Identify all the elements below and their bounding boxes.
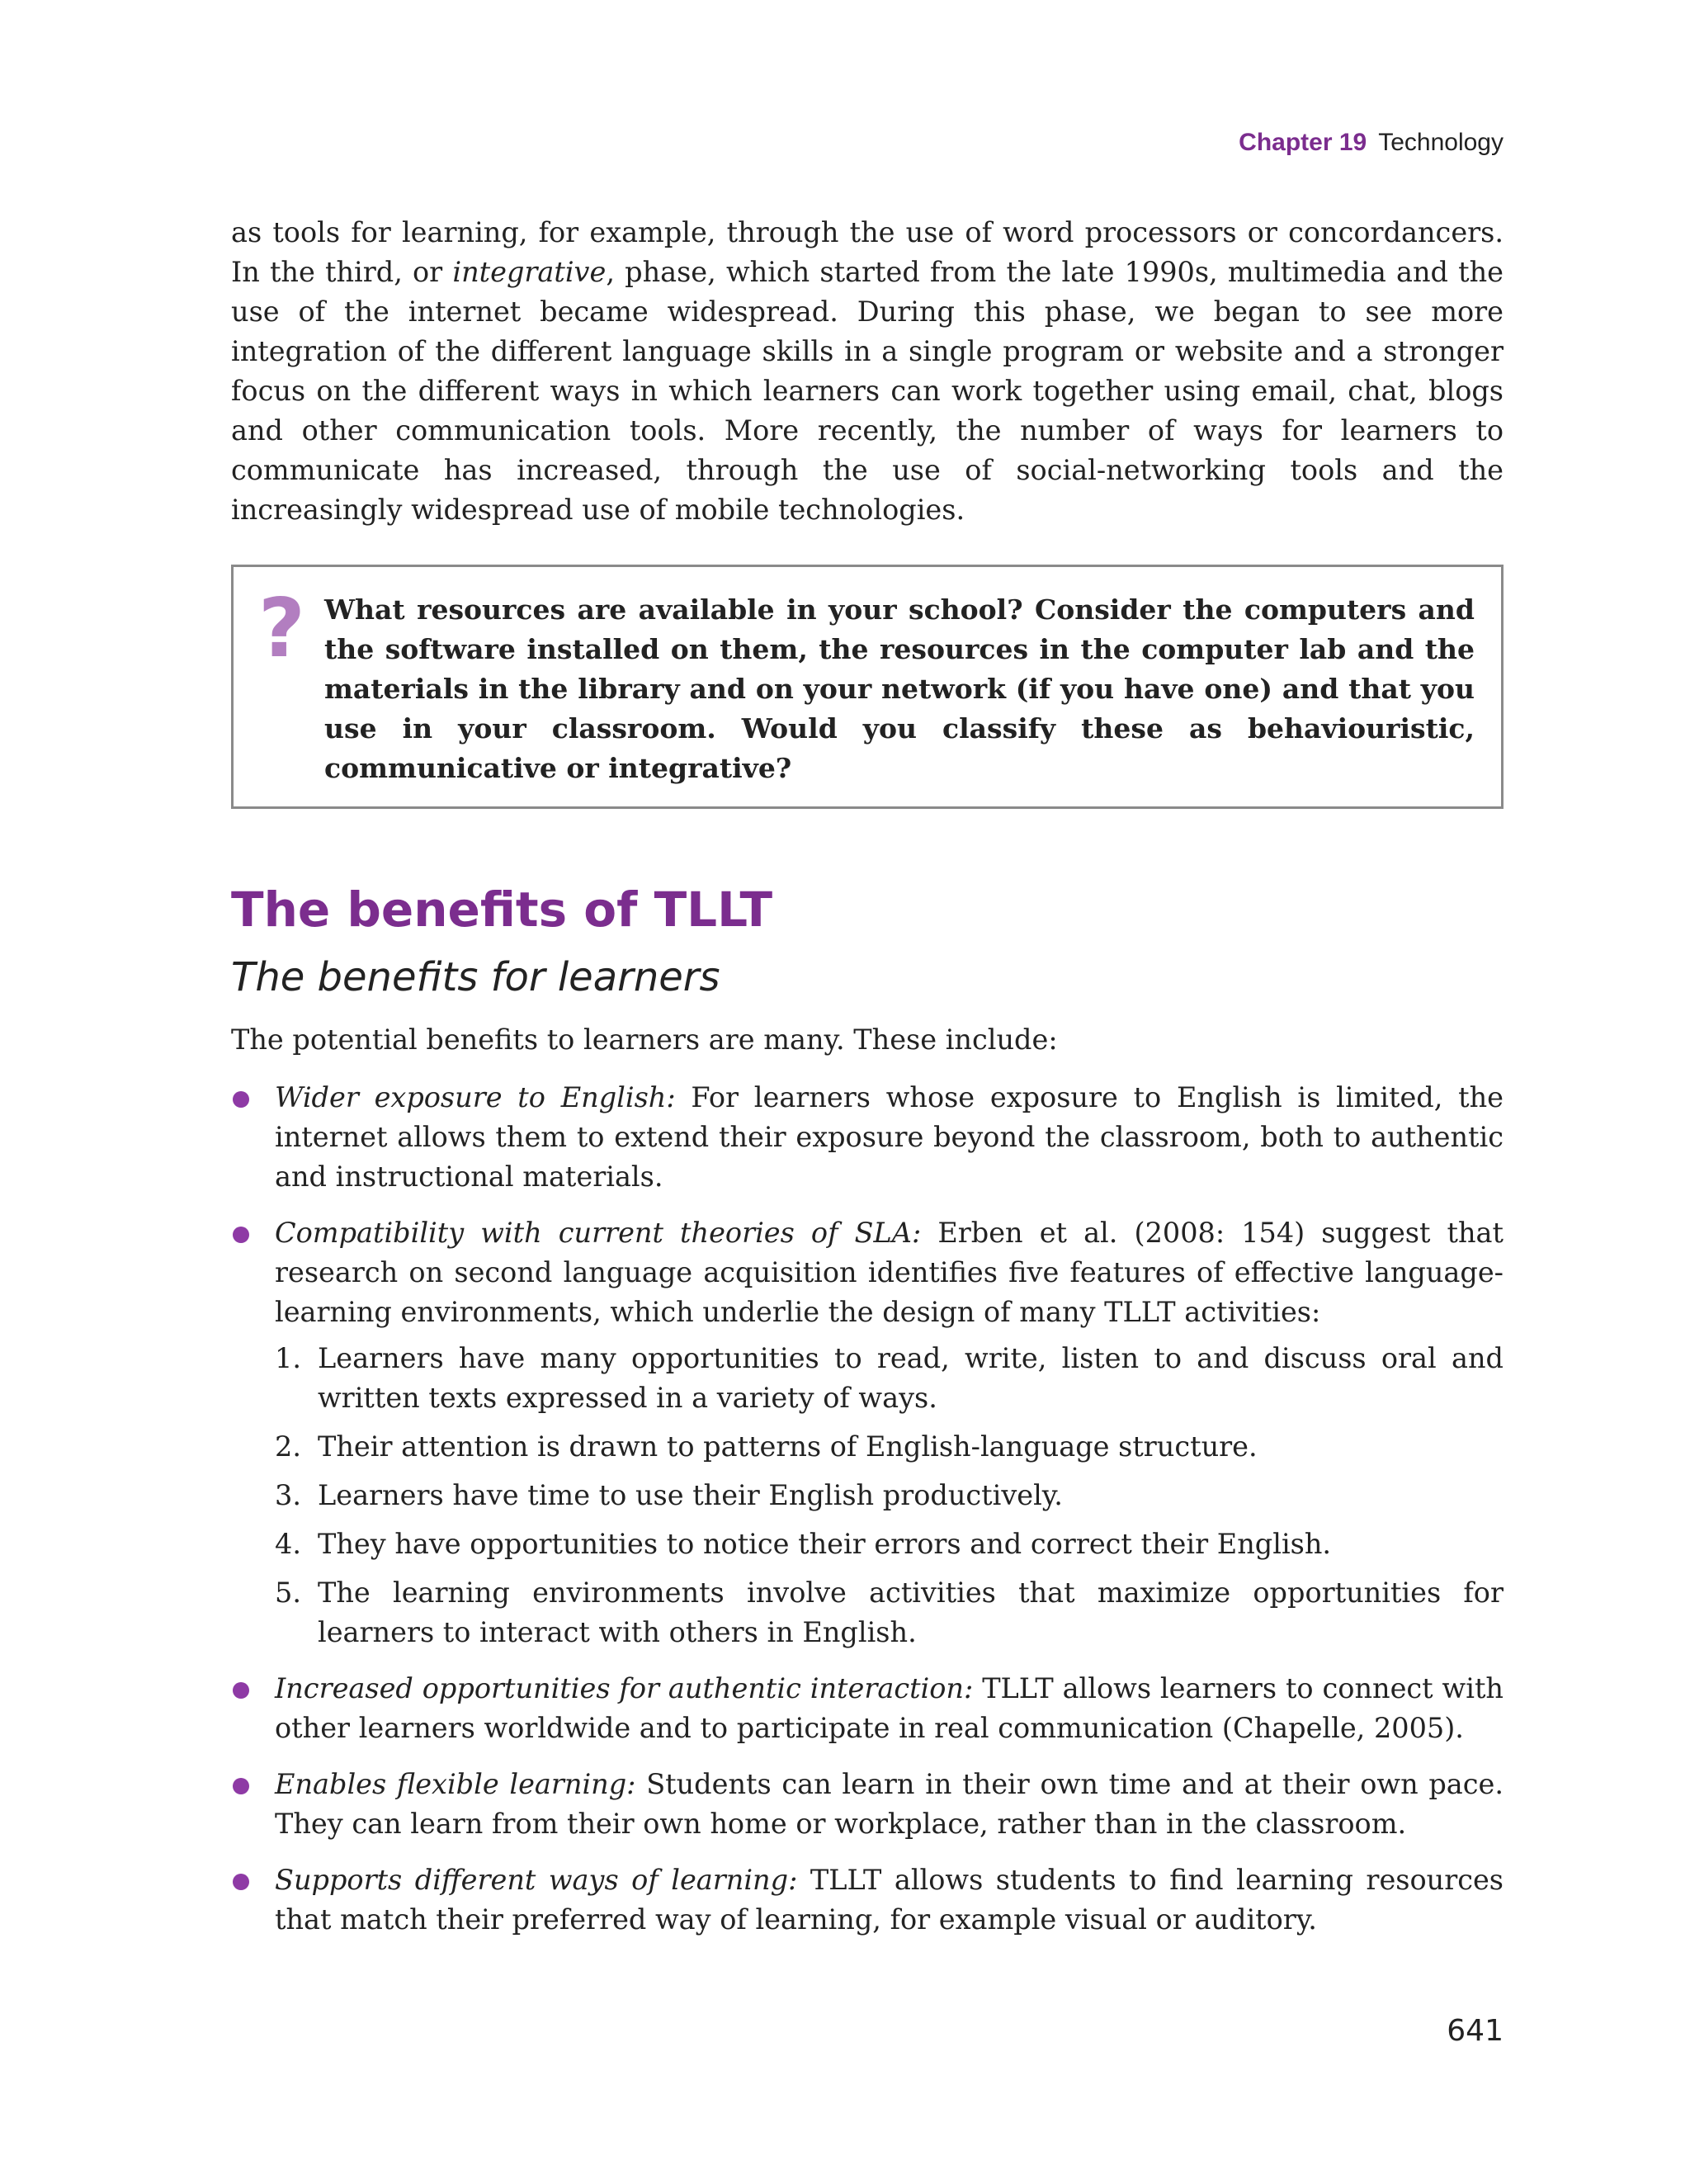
subsection-title: The benefits for learners: [231, 954, 720, 1000]
section-title: The benefits of TLLT: [231, 882, 773, 938]
bullet-icon: [233, 1874, 249, 1890]
item-number: 2.: [275, 1430, 301, 1463]
list-item: [231, 1860, 1504, 1940]
bullet-icon: [233, 1682, 249, 1699]
item-text: The learning environments involve activities that maximize opportunities for learners to interact with others in English.: [318, 1577, 1504, 1648]
numbered-item: [275, 1339, 1504, 1418]
item-number: 5.: [275, 1577, 301, 1609]
numbered-item: [275, 1476, 1504, 1515]
page-number: 641: [1447, 2014, 1504, 2048]
intro-paragraph: [231, 213, 1504, 530]
item-text: They have opportunities to notice their errors and correct their English.: [318, 1528, 1332, 1560]
bullet-icon: [233, 1778, 249, 1794]
item-number: 3.: [275, 1479, 301, 1511]
bullet-icon: [233, 1227, 249, 1243]
numbered-item: [275, 1525, 1504, 1564]
list-item: [231, 1078, 1504, 1197]
list-item: [231, 1765, 1504, 1844]
bullet-title: Increased opportunities for authentic interaction:: [275, 1672, 974, 1704]
list-item: [231, 1213, 1504, 1652]
features-numbered-list: [275, 1339, 1504, 1652]
question-mark-icon: ?: [258, 582, 305, 676]
item-number: 1.: [275, 1342, 301, 1374]
numbered-item: [275, 1427, 1504, 1467]
benefits-intro: The potential benefits to learners are many. These include:: [231, 1023, 1058, 1056]
bullet-text: TLLT allows learners to connect with other learners worldwide and to participate in real communication (Chapelle, 2005).: [275, 1672, 1504, 1744]
chapter-label: Chapter 19: [1239, 129, 1367, 156]
numbered-item: [275, 1573, 1504, 1652]
bullet-icon: [233, 1091, 249, 1108]
chapter-title: Technology: [1378, 129, 1504, 156]
item-number: 4.: [275, 1528, 301, 1560]
bullet-title: Enables flexible learning:: [275, 1768, 636, 1800]
reflection-question-box: [231, 565, 1504, 809]
bullet-text: Erben et al. (2008: 154) suggest that research on second language acquisition identifies five features of effective language-learning environments, which underlie the design of many TLLT activities:: [275, 1217, 1504, 1328]
bullet-text: Students can learn in their own time and at their own pace. They can learn from their own home or workplace, rather than in the classroom.: [275, 1768, 1504, 1840]
question-text: What resources are available in your school? Consider the computers and the software installed on them, the resources in the computer lab and the materials in the library and on your network (if you have one) and that you use in your classroom. Would you classify these as behaviouristic, communicative or integrative?: [324, 593, 1475, 784]
benefits-list: [231, 1078, 1504, 1940]
main-content: [231, 213, 1504, 1956]
item-text: Learners have time to use their English productively.: [318, 1479, 1063, 1511]
list-item: [231, 1669, 1504, 1748]
bullet-text: TLLT allows students to find learning resources that match their preferred way of learning, for example visual or auditory.: [275, 1864, 1504, 1936]
intro-paragraph-italic: integrative: [452, 256, 607, 288]
bullet-text: For learners whose exposure to English is limited, the internet allows them to extend their exposure beyond the classroom, both to authentic and instructional materials.: [275, 1081, 1504, 1193]
intro-paragraph-part1: as tools for learning, for example, through the use of word processors or concordancers. In the third, or: [231, 216, 1504, 288]
item-text: Their attention is drawn to patterns of English-language structure.: [318, 1430, 1258, 1463]
running-header: [1239, 129, 1504, 157]
bullet-title: Compatibility with current theories of SLA:: [275, 1217, 922, 1249]
intro-paragraph-part2: , phase, which started from the late 1990s, multimedia and the use of the internet became widespread. During this phase, we began to see more integration of the different language skills in a single program or website and a stronger focus on the different ways in which learners can work together using email, chat, blogs and other communication tools. More recently, the number of ways for learners to communicate has increased, through the use of social-networking tools and the increasingly widespread use of mobile technologies.: [231, 256, 1504, 526]
bullet-title: Wider exposure to English:: [275, 1081, 676, 1113]
bullet-title: Supports different ways of learning:: [275, 1864, 798, 1896]
item-text: Learners have many opportunities to read, write, listen to and discuss oral and written texts expressed in a variety of ways.: [318, 1342, 1504, 1414]
